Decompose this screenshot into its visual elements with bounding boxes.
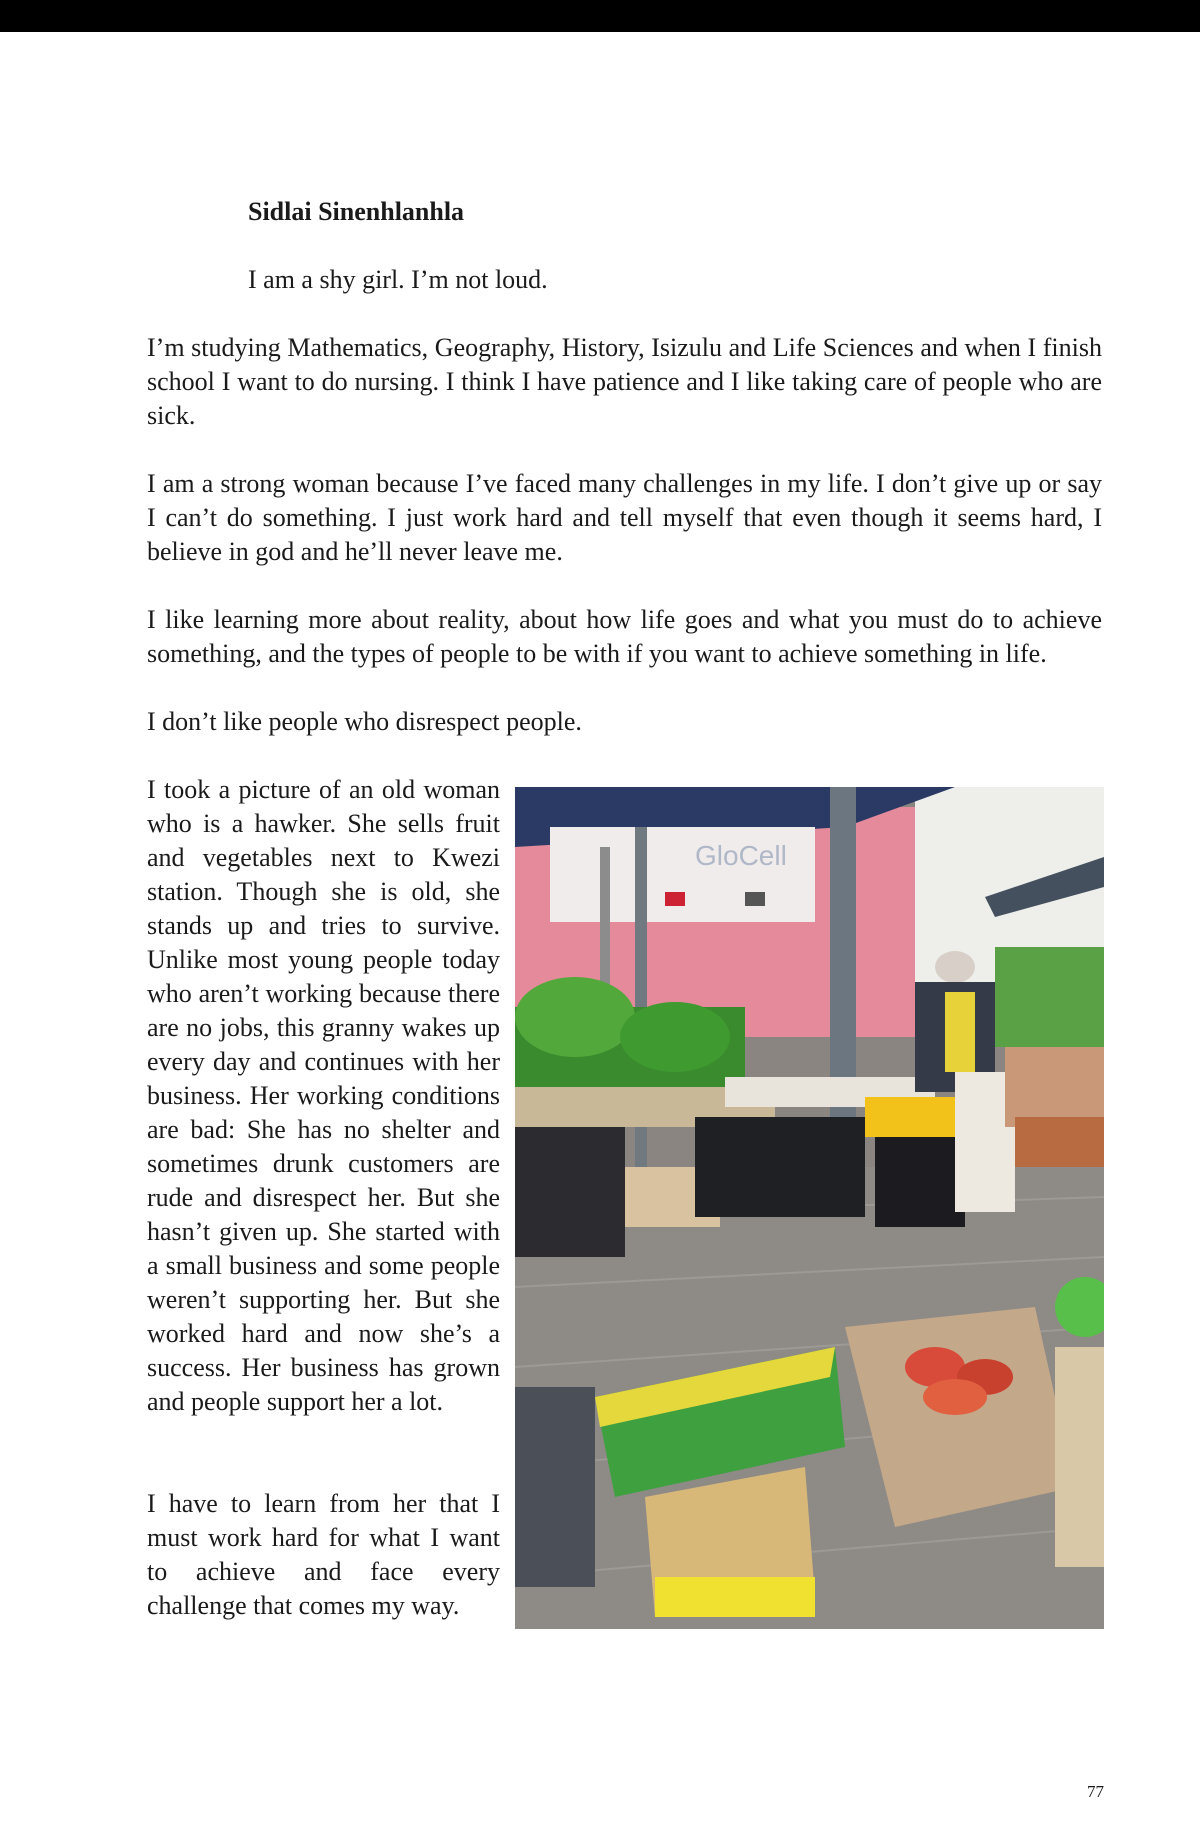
paragraph-dislikes: I don’t like people who disrespect people. <box>147 707 582 736</box>
author-heading: Sidlai Sinenhlanhla <box>248 197 465 226</box>
paragraph-strong-woman: I am a strong woman because I’ve faced many challenges in my life. I don’t give up or say I can’t do something. I just work hard and tell myself that even though it seems hard, I believe in god and he’ll never leave me. <box>147 469 1102 566</box>
paragraph-learning: I like learning more about reality, about how life goes and what you must do to achieve something, and the types of people to be with if you want to achieve something in life. <box>147 605 1102 668</box>
sign-text: GloCell <box>695 840 787 871</box>
paragraph-lesson: I have to learn from her that I must work hard for what I want to achieve and face every challenge that comes my way. <box>147 1489 500 1620</box>
paragraph-studies: I’m studying Mathematics, Geography, History, Isizulu and Life Sciences and when I finish school I want to do nursing. I think I have patience and I like taking care of people who are sick. <box>147 333 1102 430</box>
top-border-bar <box>0 0 1200 32</box>
market-photo <box>515 787 1104 1629</box>
paragraph-hawker-story: I took a picture of an old woman who is a hawker. She sells fruit and vegetables next to Kwezi station. Though she is old, she stands up and tries to survive. Unlike most young people today who aren’t working because there are no jobs, this granny wakes up every day and continues with her business. Her working conditions are bad: She has no shelter and sometimes drunk customers are rude and disrespect her. But she hasn’t given up. She started with a small business and some people weren’t supporting her. But she worked hard and now she’s a success. Her business has grown and people support her a lot. <box>147 775 500 1416</box>
intro-line: I am a shy girl. I’m not loud. <box>248 265 548 294</box>
page-number: 77 <box>1087 1782 1104 1801</box>
